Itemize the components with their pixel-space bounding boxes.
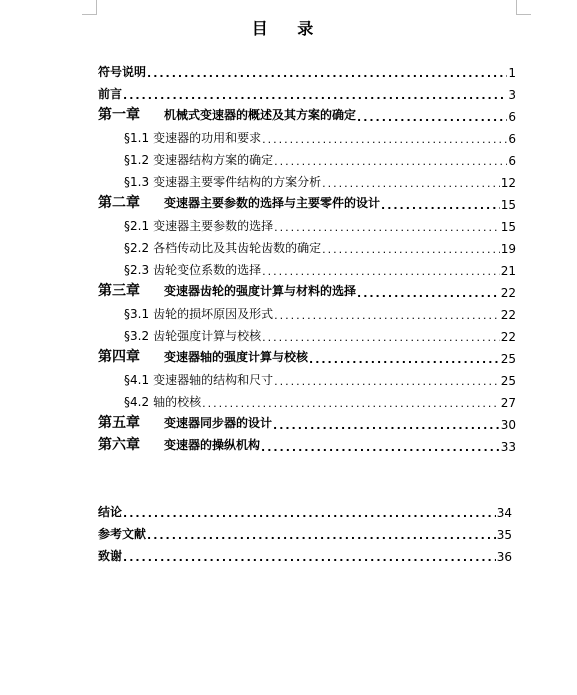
toc-chapter-2[interactable] (98, 194, 516, 212)
toc-entry-conclusion[interactable] (98, 502, 512, 520)
toc-page-number: 35 (496, 528, 512, 542)
toc-page-number: 19 (500, 242, 516, 256)
toc-section-1-2[interactable] (124, 150, 516, 168)
toc-dot-leader (274, 375, 500, 388)
section-number: §3.2 (124, 329, 150, 343)
toc-entry-acknowledgements[interactable] (98, 546, 512, 564)
section-title: 变速器轴的结构和尺寸 (153, 373, 274, 387)
chapter-title: 变速器的操纵机构 (164, 438, 261, 452)
section-number: §1.2 (124, 153, 150, 167)
toc-entry-symbols[interactable] (98, 62, 516, 80)
toc-page-number: 22 (500, 330, 516, 344)
toc-dot-leader (147, 529, 496, 542)
page-corner-mark-right (516, 0, 531, 15)
toc-page-number: 6 (508, 132, 516, 146)
toc-section-3-1[interactable] (124, 304, 516, 322)
toc-dot-leader (357, 287, 500, 300)
toc-section-4-2[interactable] (124, 392, 516, 410)
toc-page-number: 22 (500, 308, 516, 322)
section-title: 轴的校核 (153, 395, 202, 409)
chapter-number: 第五章 (98, 415, 140, 431)
toc-chapter-6[interactable] (98, 436, 516, 454)
toc-page-number: 12 (500, 176, 516, 190)
toc-dot-leader (273, 419, 500, 432)
toc-dot-leader (274, 155, 507, 168)
section-number: §1.1 (124, 131, 150, 145)
toc-section-3-2[interactable] (124, 326, 516, 344)
chapter-number: 第六章 (98, 437, 140, 453)
toc-dot-leader (123, 507, 496, 520)
toc-dot-leader (147, 67, 507, 80)
toc-dot-leader (262, 265, 500, 278)
chapter-title: 机械式变速器的概述及其方案的确定 (164, 108, 357, 122)
chapter-title: 变速器齿轮的强度计算与材料的选择 (164, 284, 357, 298)
toc-page-number: 34 (496, 506, 512, 520)
toc-page-number: 6 (508, 110, 516, 124)
toc-dot-leader (322, 177, 500, 190)
section-number: §3.1 (124, 307, 150, 321)
chapter-title: 变速器主要参数的选择与主要零件的设计 (164, 196, 381, 210)
chapter-title: 变速器轴的强度计算与校核 (164, 350, 309, 364)
toc-section-2-2[interactable] (124, 238, 516, 256)
toc-dot-leader (123, 89, 507, 102)
toc-chapter-3[interactable] (98, 282, 516, 300)
toc-chapter-5[interactable] (98, 414, 516, 432)
toc-dot-leader (381, 199, 500, 212)
toc-page-number: 1 (508, 66, 516, 80)
toc-dot-leader (274, 221, 500, 234)
chapter-number: 第二章 (98, 195, 140, 211)
section-title: 齿轮的损坏原因及形式 (153, 307, 274, 321)
section-title: 变速器主要参数的选择 (153, 219, 274, 233)
toc-chapter-1[interactable] (98, 106, 516, 124)
section-title: 各档传动比及其齿轮齿数的确定 (153, 241, 322, 255)
chapter-number: 第三章 (98, 283, 140, 299)
chapter-title: 变速器同步器的设计 (164, 416, 273, 430)
toc-page-number: 21 (500, 264, 516, 278)
toc-dot-leader (322, 243, 500, 256)
toc-section-1-3[interactable] (124, 172, 516, 190)
toc-entry-label: 参考文献 (98, 527, 147, 541)
toc-page-number: 36 (496, 550, 512, 564)
section-title: 齿轮变位系数的选择 (153, 263, 262, 277)
toc-dot-leader (123, 551, 496, 564)
toc-dot-leader (261, 441, 500, 454)
page-corner-mark-left (82, 0, 97, 15)
toc-entry-label: 符号说明 (98, 65, 147, 79)
toc-dot-leader (202, 397, 500, 410)
chapter-number: 第四章 (98, 349, 140, 365)
toc-page-number: 6 (508, 154, 516, 168)
toc-page-number: 30 (500, 418, 516, 432)
toc-page-number: 15 (500, 198, 516, 212)
toc-entry-label: 前言 (98, 87, 123, 101)
toc-entry-label: 结论 (98, 505, 123, 519)
toc-section-2-3[interactable] (124, 260, 516, 278)
toc-entry-label: 致谢 (98, 549, 123, 563)
toc-chapter-4[interactable] (98, 348, 516, 366)
section-number: §2.2 (124, 241, 150, 255)
toc-dot-leader (357, 111, 507, 124)
page-title: 目 录 (251, 19, 326, 38)
section-number: §1.3 (124, 175, 150, 189)
toc-section-1-1[interactable] (124, 128, 516, 146)
section-number: §4.1 (124, 373, 150, 387)
toc-entry-references[interactable] (98, 524, 512, 542)
section-number: §2.1 (124, 219, 150, 233)
toc-dot-leader (309, 353, 500, 366)
toc-page-number: 25 (500, 352, 516, 366)
toc-entry-preface[interactable] (98, 84, 516, 102)
section-number: §4.2 (124, 395, 150, 409)
section-number: §2.3 (124, 263, 150, 277)
section-title: 变速器结构方案的确定 (153, 153, 274, 167)
toc-page-number: 27 (500, 396, 516, 410)
section-title: 变速器的功用和要求 (153, 131, 262, 145)
toc-page-number: 33 (500, 440, 516, 454)
toc-page-number: 3 (508, 88, 516, 102)
chapter-number: 第一章 (98, 107, 140, 123)
toc-dot-leader (274, 309, 500, 322)
toc-page-number: 15 (500, 220, 516, 234)
toc-dot-leader (262, 331, 500, 344)
section-title: 齿轮强度计算与校核 (153, 329, 262, 343)
toc-section-2-1[interactable] (124, 216, 516, 234)
toc-dot-leader (262, 133, 507, 146)
section-title: 变速器主要零件结构的方案分析 (153, 175, 322, 189)
toc-section-4-1[interactable] (124, 370, 516, 388)
toc-page-number: 25 (500, 374, 516, 388)
toc-page-number: 22 (500, 286, 516, 300)
